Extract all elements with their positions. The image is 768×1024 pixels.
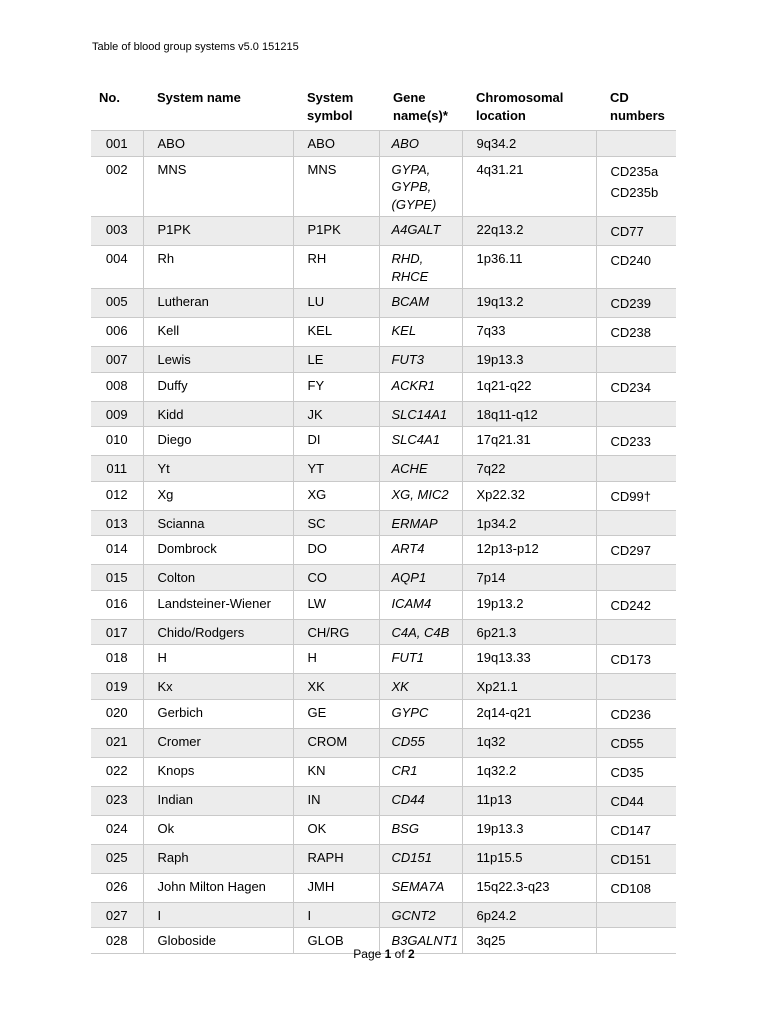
cd-number: CD240 <box>610 253 651 268</box>
cell-no: 026 <box>91 873 143 902</box>
cell-system-symbol: LU <box>293 289 379 318</box>
cell-no: 027 <box>91 902 143 928</box>
cell-no: 006 <box>91 318 143 347</box>
cell-gene-names: C4A, C4B <box>379 619 462 645</box>
cd-number: CD235a <box>610 163 659 179</box>
cell-system-symbol: KEL <box>293 318 379 347</box>
cell-system-name: Colton <box>143 565 293 591</box>
table-row <box>91 131 676 157</box>
table-row <box>91 401 676 427</box>
cell-no: 003 <box>91 217 143 246</box>
cell-gene-names: ART4 <box>379 536 462 565</box>
table-row <box>91 674 676 700</box>
table-row <box>91 156 676 217</box>
cell-chromosomal-location: 22q13.2 <box>462 217 596 246</box>
cell-gene-names: FUT1 <box>379 645 462 674</box>
cell-system-symbol: XK <box>293 674 379 700</box>
cell-chromosomal-location: 6p24.2 <box>462 902 596 928</box>
cell-system-symbol: KN <box>293 757 379 786</box>
cell-cd-numbers <box>596 456 676 482</box>
cell-system-symbol: GE <box>293 699 379 728</box>
cell-chromosomal-location: 19q13.33 <box>462 645 596 674</box>
cell-chromosomal-location: 4q31.21 <box>462 156 596 217</box>
cell-cd-numbers <box>596 246 676 289</box>
table-row <box>91 372 676 401</box>
cell-cd-numbers <box>596 815 676 844</box>
cell-system-symbol: JK <box>293 401 379 427</box>
cell-gene-names: CD151 <box>379 844 462 873</box>
cell-gene-names: BCAM <box>379 289 462 318</box>
cell-system-symbol: P1PK <box>293 217 379 246</box>
cd-number: CD239 <box>610 296 651 311</box>
page-label: Page <box>353 947 382 961</box>
cd-number: CD55 <box>610 735 644 751</box>
cell-system-name: Gerbich <box>143 699 293 728</box>
cell-system-symbol: XG <box>293 481 379 510</box>
table-row <box>91 510 676 536</box>
cd-number: CD35 <box>610 764 644 780</box>
cell-cd-numbers <box>596 536 676 565</box>
cell-no: 013 <box>91 510 143 536</box>
cell-cd-numbers <box>596 902 676 928</box>
cell-gene-names: GYPA, GYPB, (GYPE) <box>379 156 462 217</box>
cell-system-symbol: CROM <box>293 728 379 757</box>
cd-number: CD234 <box>610 379 651 395</box>
header-cd-numbers: CD numbers <box>610 90 665 123</box>
cell-system-symbol: H <box>293 645 379 674</box>
cell-system-symbol: LW <box>293 590 379 619</box>
cell-gene-names: ACKR1 <box>379 372 462 401</box>
cd-number: CD233 <box>610 434 651 449</box>
table-row <box>91 456 676 482</box>
cell-no: 007 <box>91 347 143 373</box>
cell-no: 001 <box>91 131 143 157</box>
cell-cd-numbers <box>596 565 676 591</box>
cell-chromosomal-location: 1p34.2 <box>462 510 596 536</box>
cell-cd-numbers <box>596 590 676 619</box>
cell-system-name: P1PK <box>143 217 293 246</box>
table-row <box>91 536 676 565</box>
cell-system-name: I <box>143 902 293 928</box>
table-row <box>91 844 676 873</box>
header-row <box>91 83 676 131</box>
cell-gene-names: CD44 <box>379 786 462 815</box>
cell-no: 019 <box>91 674 143 700</box>
table-row <box>91 590 676 619</box>
cell-system-name: Knops <box>143 757 293 786</box>
cell-gene-names: ACHE <box>379 456 462 482</box>
cell-system-symbol: JMH <box>293 873 379 902</box>
cell-chromosomal-location: 19q13.2 <box>462 289 596 318</box>
table-row <box>91 786 676 815</box>
cell-system-name: John Milton Hagen <box>143 873 293 902</box>
cell-system-name: Kell <box>143 318 293 347</box>
cell-no: 017 <box>91 619 143 645</box>
cell-gene-names: CD55 <box>379 728 462 757</box>
page-footer <box>0 947 768 961</box>
cell-gene-names: XG, MIC2 <box>379 481 462 510</box>
cell-system-name: Scianna <box>143 510 293 536</box>
cell-gene-names: SEMA7A <box>379 873 462 902</box>
cell-chromosomal-location: 2q14-q21 <box>462 699 596 728</box>
cell-system-name: Landsteiner-Wiener <box>143 590 293 619</box>
cell-system-symbol: YT <box>293 456 379 482</box>
cell-gene-names: AQP1 <box>379 565 462 591</box>
cell-cd-numbers <box>596 217 676 246</box>
cell-system-symbol: ABO <box>293 131 379 157</box>
cell-system-name: Duffy <box>143 372 293 401</box>
cell-cd-numbers <box>596 757 676 786</box>
cd-number: CD173 <box>610 652 651 667</box>
cell-chromosomal-location: 15q22.3-q23 <box>462 873 596 902</box>
cell-system-symbol: GLOB <box>293 928 379 954</box>
cd-number: CD236 <box>610 706 651 722</box>
cell-chromosomal-location: 18q11-q12 <box>462 401 596 427</box>
table-row <box>91 347 676 373</box>
cell-cd-numbers <box>596 347 676 373</box>
cell-cd-numbers <box>596 401 676 427</box>
cd-number: CD99† <box>610 488 651 504</box>
cell-cd-numbers <box>596 645 676 674</box>
cell-system-symbol: SC <box>293 510 379 536</box>
cell-system-symbol: CH/RG <box>293 619 379 645</box>
cell-cd-numbers <box>596 318 676 347</box>
cell-no: 008 <box>91 372 143 401</box>
header-system-symbol: System symbol <box>307 90 354 123</box>
cell-cd-numbers <box>596 674 676 700</box>
cell-system-name: Yt <box>143 456 293 482</box>
cell-system-name: Indian <box>143 786 293 815</box>
cell-system-symbol: CO <box>293 565 379 591</box>
cell-system-name: Xg <box>143 481 293 510</box>
table-row <box>91 427 676 456</box>
table-row <box>91 289 676 318</box>
cell-no: 004 <box>91 246 143 289</box>
cell-gene-names: B3GALNT1 <box>379 928 462 954</box>
cell-system-name: Chido/Rodgers <box>143 619 293 645</box>
cell-system-symbol: DI <box>293 427 379 456</box>
cell-system-name: Raph <box>143 844 293 873</box>
cell-system-name: Diego <box>143 427 293 456</box>
cell-gene-names: ICAM4 <box>379 590 462 619</box>
cell-chromosomal-location: 12p13-p12 <box>462 536 596 565</box>
table-row <box>91 645 676 674</box>
cell-cd-numbers <box>596 427 676 456</box>
table-row <box>91 728 676 757</box>
header-gene-names: Gene name(s)* <box>393 90 448 123</box>
cell-system-name: Dombrock <box>143 536 293 565</box>
cell-gene-names: CR1 <box>379 757 462 786</box>
cell-system-name: MNS <box>143 156 293 217</box>
cell-chromosomal-location: 1q21-q22 <box>462 372 596 401</box>
cell-chromosomal-location: 6p21.3 <box>462 619 596 645</box>
header-chromosomal-location: Chromosomal location <box>476 90 564 123</box>
cell-chromosomal-location: 11p15.5 <box>462 844 596 873</box>
cell-system-name: Kidd <box>143 401 293 427</box>
cell-system-name: Lewis <box>143 347 293 373</box>
table-row <box>91 619 676 645</box>
cell-gene-names: BSG <box>379 815 462 844</box>
cell-gene-names: SLC14A1 <box>379 401 462 427</box>
cell-system-symbol: RH <box>293 246 379 289</box>
cell-cd-numbers <box>596 873 676 902</box>
cell-chromosomal-location: Xp22.32 <box>462 481 596 510</box>
cell-system-name: ABO <box>143 131 293 157</box>
cell-no: 025 <box>91 844 143 873</box>
cell-system-symbol: IN <box>293 786 379 815</box>
cell-no: 002 <box>91 156 143 217</box>
cell-chromosomal-location: 7q22 <box>462 456 596 482</box>
cell-cd-numbers <box>596 481 676 510</box>
cell-gene-names: SLC4A1 <box>379 427 462 456</box>
cd-number: CD238 <box>610 325 651 340</box>
cell-chromosomal-location: 1p36.11 <box>462 246 596 289</box>
table-row <box>91 481 676 510</box>
table-row <box>91 757 676 786</box>
cell-cd-numbers <box>596 699 676 728</box>
cd-number: CD151 <box>610 851 651 867</box>
cd-number: CD77 <box>610 224 644 239</box>
cell-system-symbol: I <box>293 902 379 928</box>
cell-chromosomal-location: 1q32 <box>462 728 596 757</box>
cell-system-symbol: FY <box>293 372 379 401</box>
cell-chromosomal-location: 7p14 <box>462 565 596 591</box>
cell-cd-numbers <box>596 786 676 815</box>
cell-chromosomal-location: 3q25 <box>462 928 596 954</box>
cell-no: 022 <box>91 757 143 786</box>
cell-no: 010 <box>91 427 143 456</box>
table-row <box>91 565 676 591</box>
table-row <box>91 217 676 246</box>
cell-gene-names: FUT3 <box>379 347 462 373</box>
cell-gene-names: GYPC <box>379 699 462 728</box>
cell-system-symbol: MNS <box>293 156 379 217</box>
cd-number: CD44 <box>610 793 644 809</box>
cell-system-name: Ok <box>143 815 293 844</box>
table-row <box>91 318 676 347</box>
cell-gene-names: RHD, RHCE <box>379 246 462 289</box>
cell-gene-names: KEL <box>379 318 462 347</box>
of-label: of <box>394 947 405 961</box>
cell-no: 005 <box>91 289 143 318</box>
cell-chromosomal-location: 19p13.3 <box>462 815 596 844</box>
cd-number: CD242 <box>610 597 651 613</box>
cell-no: 024 <box>91 815 143 844</box>
cell-chromosomal-location: 19p13.2 <box>462 590 596 619</box>
cell-chromosomal-location: 11p13 <box>462 786 596 815</box>
cell-no: 018 <box>91 645 143 674</box>
table-row <box>91 246 676 289</box>
cell-no: 020 <box>91 699 143 728</box>
cell-gene-names: ABO <box>379 131 462 157</box>
cell-cd-numbers <box>596 844 676 873</box>
blood-group-systems-table <box>91 83 676 954</box>
cell-no: 012 <box>91 481 143 510</box>
cell-no: 028 <box>91 928 143 954</box>
cell-cd-numbers <box>596 728 676 757</box>
cell-no: 014 <box>91 536 143 565</box>
cell-gene-names: A4GALT <box>379 217 462 246</box>
cell-system-symbol: DO <box>293 536 379 565</box>
cell-cd-numbers <box>596 156 676 217</box>
cell-system-name: Cromer <box>143 728 293 757</box>
cell-gene-names: XK <box>379 674 462 700</box>
cell-system-symbol: LE <box>293 347 379 373</box>
cell-no: 023 <box>91 786 143 815</box>
cell-chromosomal-location: 17q21.31 <box>462 427 596 456</box>
table-row <box>91 699 676 728</box>
cell-cd-numbers <box>596 372 676 401</box>
cell-cd-numbers <box>596 131 676 157</box>
cd-number: CD108 <box>610 880 651 896</box>
table-row <box>91 902 676 928</box>
page-total: 2 <box>408 947 415 961</box>
cell-system-name: Kx <box>143 674 293 700</box>
table-row <box>91 873 676 902</box>
cell-cd-numbers <box>596 289 676 318</box>
cd-number: CD297 <box>610 543 651 558</box>
cell-chromosomal-location: 9q34.2 <box>462 131 596 157</box>
cell-system-name: Globoside <box>143 928 293 954</box>
cell-chromosomal-location: 7q33 <box>462 318 596 347</box>
cell-no: 016 <box>91 590 143 619</box>
cell-system-symbol: RAPH <box>293 844 379 873</box>
header-system-name: System name <box>157 90 241 105</box>
cd-number: CD147 <box>610 822 651 838</box>
cd-number: CD235b <box>610 184 659 200</box>
cell-system-name: Rh <box>143 246 293 289</box>
cell-system-name: Lutheran <box>143 289 293 318</box>
cell-chromosomal-location: 1q32.2 <box>462 757 596 786</box>
page-current: 1 <box>384 947 392 961</box>
cell-gene-names: GCNT2 <box>379 902 462 928</box>
header-no: No. <box>99 90 120 105</box>
cell-cd-numbers <box>596 619 676 645</box>
cell-chromosomal-location: Xp21.1 <box>462 674 596 700</box>
cell-no: 011 <box>91 456 143 482</box>
table-row <box>91 815 676 844</box>
cell-system-name: H <box>143 645 293 674</box>
cell-no: 009 <box>91 401 143 427</box>
cell-no: 021 <box>91 728 143 757</box>
cell-cd-numbers <box>596 510 676 536</box>
table-caption: Table of blood group systems v5.0 151215 <box>92 41 299 53</box>
cell-system-symbol: OK <box>293 815 379 844</box>
cell-gene-names: ERMAP <box>379 510 462 536</box>
cell-no: 015 <box>91 565 143 591</box>
cell-chromosomal-location: 19p13.3 <box>462 347 596 373</box>
